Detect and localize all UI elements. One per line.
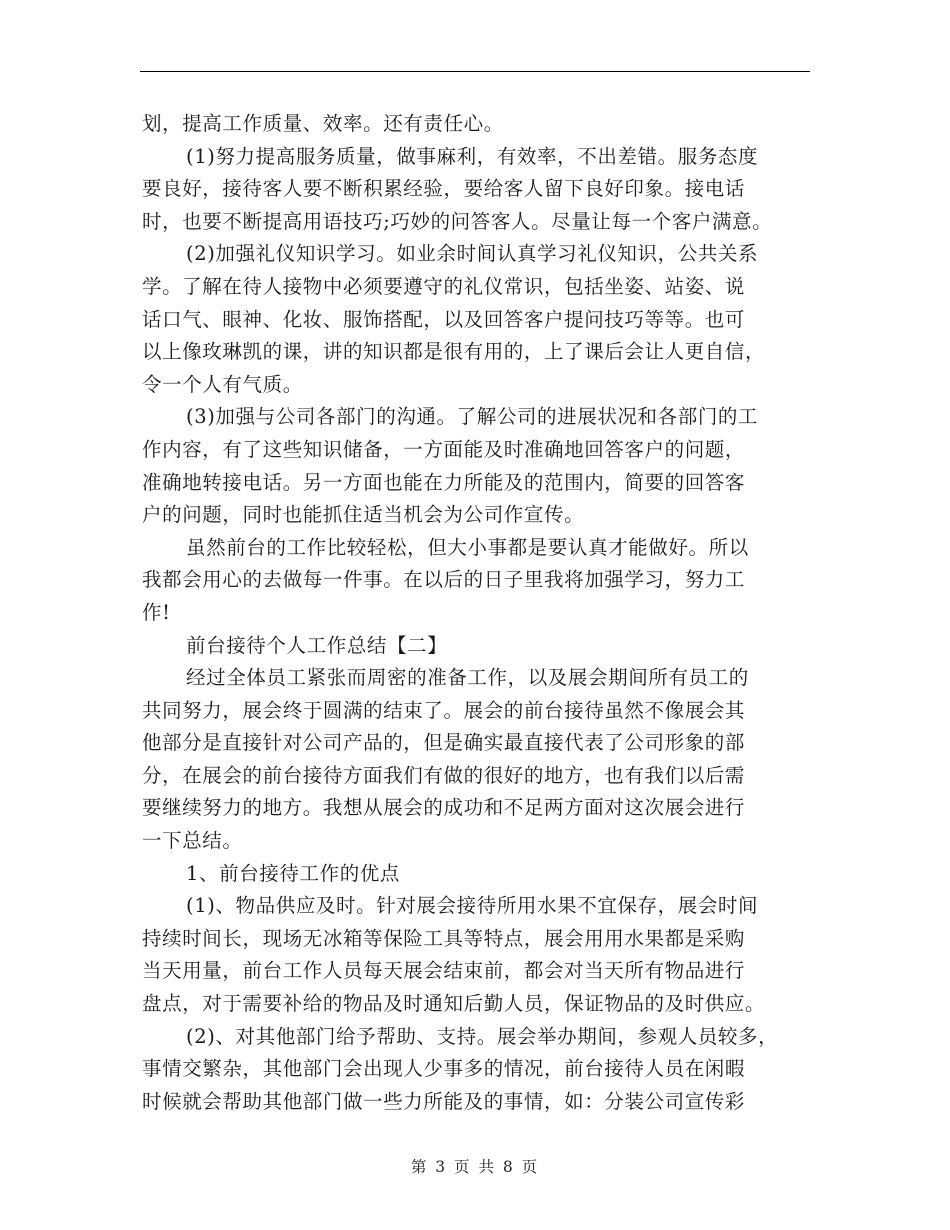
text-line: (1)、物品供应及时。针对展会接待所用水果不宜保存，展会时间 bbox=[186, 894, 759, 918]
text-line: (1)努力提高服务质量，做事麻利，有效率，不出差错。服务态度 bbox=[186, 144, 759, 168]
text-line: 划，提高工作质量、效率。还有责任心。 bbox=[142, 112, 504, 135]
text-line: 他部分是直接针对公司产品的，但是确实最直接代表了公司形象的部 bbox=[142, 731, 746, 755]
text-line: 要良好，接待客人要不断积累经验，要给客人留下良好印象。接电话 bbox=[142, 177, 746, 201]
text-line: 持续时间长，现场无冰箱等保险工具等特点，展会用用水果都是采购 bbox=[142, 926, 746, 950]
text-line: 虽然前台的工作比较轻松，但大小事都是要认真才能做好。所以 bbox=[186, 535, 749, 559]
text-line: 准确地转接电话。另一方面也能在力所能及的范围内，简要的回答客 bbox=[142, 470, 746, 494]
text-line: 时，也要不断提高用语技巧;巧妙的问答客人。尽量让每一个客户满意。 bbox=[142, 209, 773, 233]
text-line: 当天用量，前台工作人员每天展会结束前，都会对当天所有物品进行 bbox=[142, 959, 746, 983]
text-line: (2)、对其他部门给予帮助、支持。展会举办期间，参观人员较多， bbox=[186, 1024, 779, 1048]
document-body bbox=[142, 108, 814, 1118]
text-line: 事情交繁杂，其他部门会出现人少事多的情况，前台接待人员在闲暇 bbox=[142, 1057, 746, 1081]
text-line: 时候就会帮助其他部门做一些力所能及的事情，如：分装公司宣传彩 bbox=[142, 1089, 746, 1113]
section-heading: 前台接待个人工作总结【二】 bbox=[186, 633, 448, 657]
text-line: 学。了解在待人接物中必须要遵守的礼仪常识，包括坐姿、站姿、说 bbox=[142, 274, 746, 298]
page-number-footer: 第 3 页 共 8 页 bbox=[410, 1158, 540, 1176]
text-line: 经过全体员工紧张而周密的准备工作，以及展会期间所有员工的 bbox=[186, 666, 749, 690]
text-line: 作内容，有了这些知识储备，一方面能及时准确地回答客户的问题， bbox=[142, 437, 746, 461]
text-line: 共同努力，展会终于圆满的结束了。展会的前台接待虽然不像展会其 bbox=[142, 698, 746, 722]
text-line: 以上像玫琳凯的课，讲的知识都是很有用的，上了课后会让人更自信， bbox=[142, 340, 766, 364]
subsection-heading: 1、前台接待工作的优点 bbox=[186, 861, 401, 885]
text-line: 作! bbox=[142, 600, 171, 624]
text-line: (2)加强礼仪知识学习。如业余时间认真学习礼仪知识，公共关系 bbox=[186, 242, 759, 266]
text-line: 要继续努力的地方。我想从展会的成功和不足两方面对这次展会进行 bbox=[142, 796, 746, 820]
text-line: 一下总结。 bbox=[142, 829, 243, 853]
text-line: 分，在展会的前台接待方面我们有做的很好的地方，也有我们以后需 bbox=[142, 763, 746, 787]
header-rule bbox=[140, 71, 810, 72]
text-line: 令一个人有气质。 bbox=[142, 372, 303, 396]
text-line: (3)加强与公司各部门的沟通。了解公司的进展状况和各部门的工 bbox=[186, 405, 759, 429]
text-line: 户的问题，同时也能抓住适当机会为公司作宣传。 bbox=[142, 503, 585, 527]
text-line: 我都会用心的去做每一件事。在以后的日子里我将加强学习，努力工 bbox=[142, 568, 746, 592]
text-line: 盘点，对于需要补给的物品及时通知后勤人员，保证物品的及时供应。 bbox=[142, 992, 766, 1016]
text-line: 话口气、眼神、化妆、服饰搭配，以及回答客户提问技巧等等。也可 bbox=[142, 307, 746, 331]
